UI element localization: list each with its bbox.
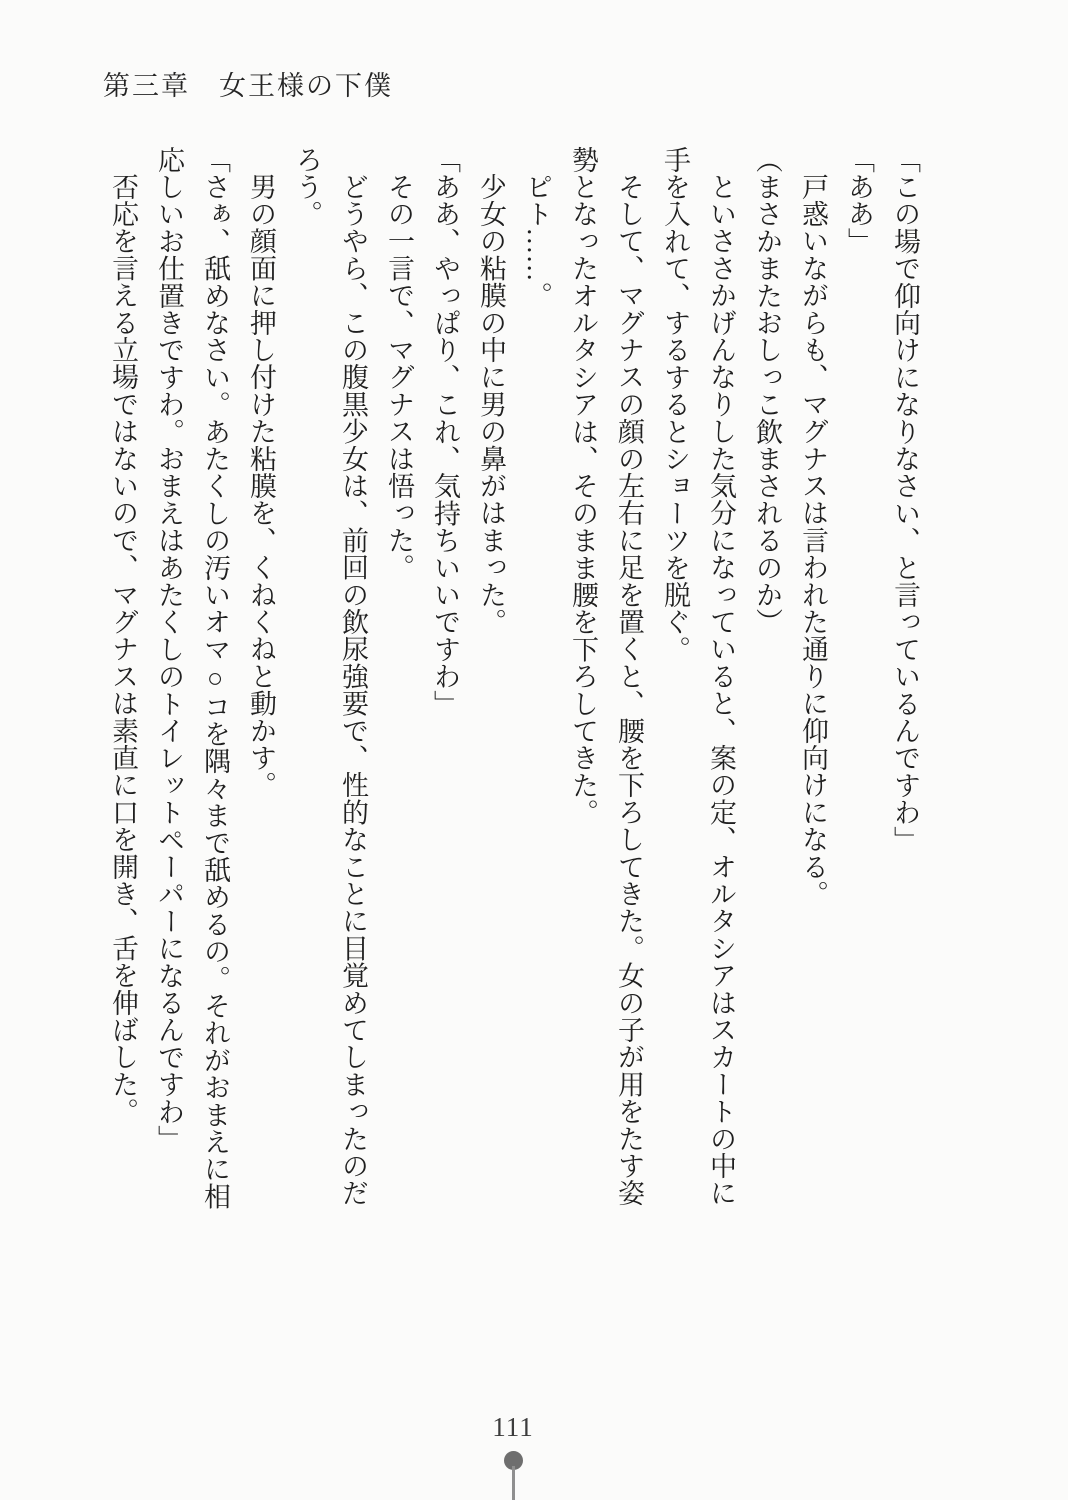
paragraph: 「この場で仰向けになりなさい、と言っているんですわ」 [890, 146, 920, 854]
paragraph: 否応を言える立場ではないので、マグナスは素直に口を開き、舌を伸ばした。 [108, 173, 138, 1125]
paragraph: といささかげんなりした気分になっていると、案の定、オルタシアはスカートの中に手を入れて、するするとショーツを脱ぐ。 [660, 146, 736, 1207]
paragraph: 「ああ、やっぱり、これ、気持ちいいですわ」 [430, 146, 460, 718]
text-body [96, 146, 928, 1226]
footer-marker-line [512, 1466, 515, 1500]
chapter-header: 第三章 女王様の下僕 [103, 71, 393, 101]
paragraph: そして、マグナスの顔の左右に足を置くと、腰を下ろしてきた。女の子が用をたす姿勢となったオルタシアは、そのまま腰を下ろしてきた。 [568, 146, 644, 1207]
paragraph: どうやら、この腹黒少女は、前回の飲尿強要で、性的なことに目覚めてしまったのだろう。 [292, 146, 368, 1207]
page-number: 111 [492, 1412, 534, 1442]
paragraph: その一言で、マグナスは悟った。 [384, 173, 414, 581]
paragraph: 「さぁ、舐めなさい。あたくしの汚いオマ○コを隅々まで舐めるの。それがおまえに相応しいお仕置きですわ。おまえはあたくしのトイレットペーパーになるんですわ」 [154, 146, 230, 1210]
paragraph: （まさかまたおしっこ飲まされるのか） [752, 146, 782, 636]
paragraph: ピト……。 [522, 173, 552, 309]
paragraph: 「ああ」 [844, 146, 874, 255]
paragraph: 戸惑いながらも、マグナスは言われた通りに仰向けになる。 [798, 173, 828, 908]
paragraph: 少女の粘膜の中に男の鼻がはまった。 [476, 173, 506, 636]
paragraph: 男の顔面に押し付けた粘膜を、くねくねと動かす。 [246, 173, 276, 799]
